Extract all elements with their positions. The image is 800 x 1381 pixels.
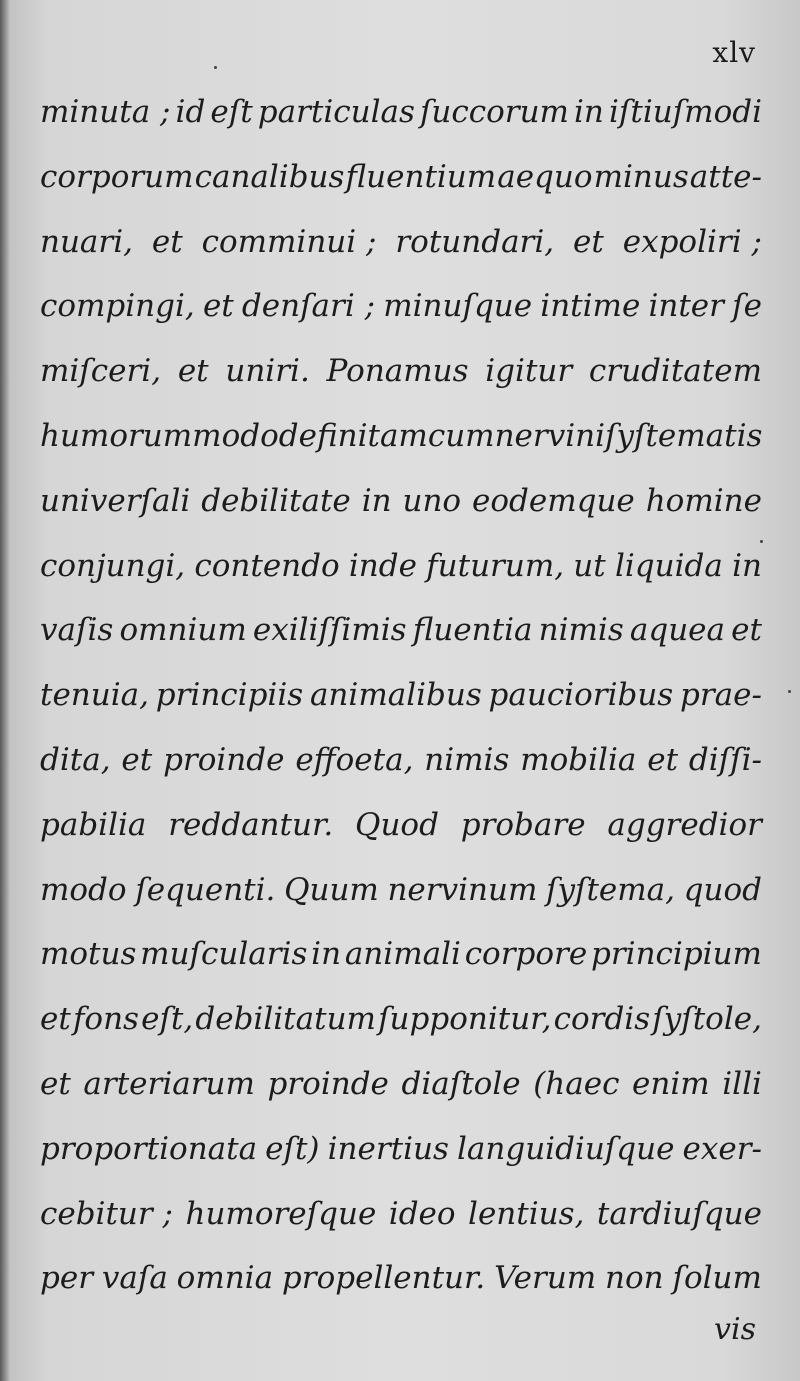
word: conjungi, — [40, 547, 186, 584]
word: inter — [648, 288, 724, 325]
word: et — [121, 741, 153, 778]
word: in — [311, 936, 342, 973]
word: ſolum — [672, 1260, 762, 1297]
word: id — [175, 94, 206, 130]
word: iſtiuſmodi — [608, 94, 762, 130]
word: Quod — [355, 806, 439, 843]
word: compingi, — [40, 288, 195, 325]
word: mobilia — [520, 741, 637, 778]
page-number: xlv — [712, 36, 756, 69]
text-line — [40, 610, 762, 675]
word: ut — [573, 547, 606, 584]
catchword: vis — [714, 1312, 756, 1347]
word: non — [605, 1260, 664, 1297]
word: in — [361, 482, 392, 519]
word: et — [573, 223, 604, 260]
word: igitur — [485, 353, 573, 390]
word: nervini — [494, 417, 606, 454]
word: nimis — [424, 741, 510, 778]
word: ſuccorum — [419, 94, 569, 130]
binding-shadow — [0, 0, 10, 1381]
word: ſyſtema, — [546, 871, 676, 908]
ink-speck — [788, 690, 791, 693]
text-line — [40, 999, 762, 1064]
word: principiis — [155, 677, 304, 714]
word: futurum, — [426, 547, 565, 584]
word: (haec — [533, 1065, 620, 1102]
word: prae- — [680, 677, 762, 714]
word: et — [151, 223, 183, 260]
word: eſt) — [265, 1130, 320, 1167]
word: modo — [192, 417, 279, 454]
word: ſupponitur, — [378, 1001, 552, 1038]
word: Verum — [494, 1260, 597, 1297]
word: expoliri ; — [622, 223, 762, 260]
word: fluentium — [345, 158, 497, 195]
word: tenuia, — [40, 677, 149, 714]
word: cruditatem — [588, 353, 762, 390]
word: vaſa — [101, 1260, 168, 1297]
word: ſequenti. — [135, 871, 276, 908]
word: miſceri, — [40, 353, 162, 390]
word: proinde — [163, 741, 285, 778]
word: dita, — [40, 741, 111, 778]
word: aquea — [629, 612, 726, 649]
word: motus — [40, 936, 137, 973]
word: eodemque — [472, 482, 635, 519]
word: modo — [40, 871, 127, 908]
word: definitam — [278, 417, 428, 454]
word: eſt, — [141, 1001, 194, 1038]
word: nervinum — [387, 871, 538, 908]
word: enim — [632, 1065, 710, 1102]
word: quod — [683, 871, 762, 908]
word: per — [40, 1260, 94, 1297]
word: et — [647, 741, 679, 778]
word: Ponamus — [326, 353, 469, 390]
word: debilitate — [201, 482, 351, 519]
word: minuta ; — [40, 94, 171, 130]
text-line — [40, 1258, 762, 1323]
word: aggredior — [607, 806, 762, 843]
word: vaſis — [40, 612, 114, 649]
word: paucioribus — [488, 677, 674, 714]
text-line — [40, 805, 762, 870]
word: inertius — [327, 1130, 449, 1167]
word: nuari, — [40, 223, 133, 260]
text-line — [40, 1194, 762, 1259]
word: animali — [344, 936, 461, 973]
word: diaſtole — [401, 1065, 521, 1102]
text-line — [40, 870, 762, 935]
text-line — [40, 481, 762, 546]
text-line — [40, 157, 762, 222]
word: atte- — [689, 158, 762, 195]
word: cordis — [553, 1001, 651, 1038]
word: muſcularis — [140, 936, 308, 973]
word: in — [574, 94, 604, 130]
word: et — [202, 288, 234, 325]
word: ſyſtematis — [605, 417, 763, 454]
ink-speck — [214, 66, 217, 69]
word: effoeta, — [295, 741, 414, 778]
word: rotundari, — [395, 223, 555, 260]
word: liquida — [614, 547, 723, 584]
word: fons — [72, 1001, 139, 1038]
word: principium — [591, 936, 762, 973]
word: homine — [645, 482, 762, 519]
word: corporum — [40, 158, 194, 195]
word: exer- — [682, 1130, 762, 1167]
word: lentius, — [468, 1195, 585, 1232]
word: uno — [402, 482, 462, 519]
word: denſari ; — [241, 288, 376, 325]
word: cum — [427, 417, 495, 454]
word: aequo — [497, 158, 593, 195]
word: intime — [540, 288, 641, 325]
word: omnium — [119, 612, 247, 649]
word: proportionata — [40, 1130, 258, 1167]
word: ſyſtole, — [652, 1001, 762, 1038]
word: comminui ; — [201, 223, 377, 260]
word: pabilia — [40, 806, 147, 843]
word: et — [731, 612, 762, 649]
text-line — [40, 1064, 762, 1129]
text-line — [40, 351, 762, 416]
word: reddantur. — [168, 806, 334, 843]
word: canalibus — [194, 158, 345, 195]
word: arteriarum — [83, 1065, 255, 1102]
word: proinde — [267, 1065, 389, 1102]
word: languidiuſque — [456, 1130, 675, 1167]
text-line — [40, 92, 762, 157]
word: omnia — [176, 1260, 274, 1297]
word: probare — [460, 806, 586, 843]
text-line — [40, 1129, 762, 1194]
word: humorum — [40, 417, 193, 454]
body-text — [40, 92, 762, 1323]
ink-speck — [760, 540, 763, 543]
word: cebitur ; — [40, 1195, 174, 1232]
word: et — [40, 1065, 71, 1102]
text-line — [40, 934, 762, 999]
word: exiliſſimis — [252, 612, 407, 649]
word: uniri. — [225, 353, 310, 390]
word: et — [40, 1001, 71, 1038]
word: diſſi- — [688, 741, 762, 778]
word: corpore — [464, 936, 588, 973]
word: animalibus — [309, 677, 482, 714]
word: propellentur. — [281, 1260, 486, 1297]
word: particulas — [257, 94, 415, 130]
word: minuſque — [383, 288, 533, 325]
text-line — [40, 286, 762, 351]
word: inde — [348, 547, 417, 584]
text-line — [40, 675, 762, 740]
word: in — [732, 547, 762, 584]
word: ideo — [388, 1195, 456, 1232]
word: tardiuſque — [596, 1195, 762, 1232]
text-line — [40, 546, 762, 611]
word: contendo — [194, 547, 340, 584]
word: fluentia — [412, 612, 533, 649]
word: debilitatum — [195, 1001, 376, 1038]
text-line — [40, 222, 762, 287]
word: nimis — [538, 612, 624, 649]
word: et — [177, 353, 209, 390]
word: humoreſque — [185, 1195, 377, 1232]
word: minus — [593, 158, 689, 195]
word: eſt — [210, 94, 253, 130]
text-line — [40, 416, 762, 481]
word: Quum — [284, 871, 379, 908]
word: ſe — [732, 288, 762, 325]
word: univerſali — [40, 482, 191, 519]
word: illi — [722, 1065, 762, 1102]
text-line — [40, 740, 762, 805]
